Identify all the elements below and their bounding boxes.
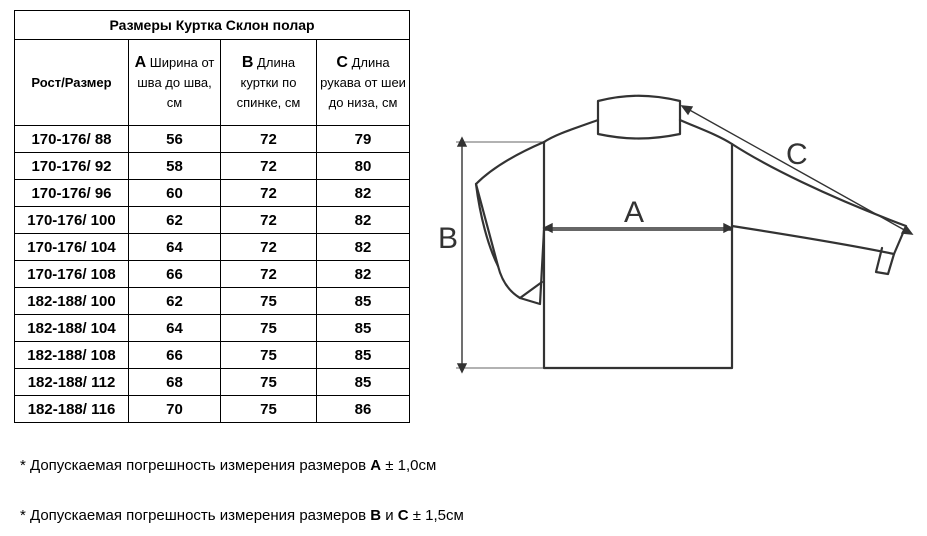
cell-a: 64 [129,234,221,261]
cell-b: 72 [221,153,317,180]
cell-a: 64 [129,315,221,342]
note2-bold-c: С [397,507,409,524]
tolerance-note-a [20,457,436,474]
cell-b: 72 [221,126,317,153]
table-row [15,180,410,207]
cell-c: 85 [317,315,410,342]
cell-a: 58 [129,153,221,180]
note2-suffix: ± 1,5см [408,507,464,524]
table-row [15,369,410,396]
cell-a: 66 [129,342,221,369]
cell-b: 75 [221,369,317,396]
table-row [15,261,410,288]
jacket-diagram [436,86,916,386]
note1-prefix: * Допускаемая погрешность измерения размеров [20,457,371,474]
cell-b: 75 [221,288,317,315]
table-row [15,126,410,153]
cell-c: 82 [317,180,410,207]
cell-a: 56 [129,126,221,153]
cell-c: 85 [317,288,410,315]
cell-a: 66 [129,261,221,288]
cell-c: 82 [317,261,410,288]
header-c-text: Длина рукава от шеи до низа, см [320,54,406,110]
cell-a: 70 [129,396,221,423]
label-a: A [624,196,645,229]
label-b: B [438,222,459,255]
cell-c: 85 [317,369,410,396]
cell-b: 72 [221,207,317,234]
jacket-collar [598,96,680,139]
header-a [129,40,221,126]
cell-size: 182-188/ 100 [15,288,129,315]
cell-size: 182-188/ 108 [15,342,129,369]
table-row [15,153,410,180]
header-c-letter: С [336,53,348,71]
cell-size: 170-176/ 100 [15,207,129,234]
table-row [15,342,410,369]
cell-b: 72 [221,261,317,288]
cell-size: 170-176/ 92 [15,153,129,180]
cell-size: 182-188/ 112 [15,369,129,396]
cell-size: 182-188/ 116 [15,396,129,423]
cell-size: 170-176/ 104 [15,234,129,261]
cell-size: 182-188/ 104 [15,315,129,342]
table-row [15,207,410,234]
header-a-text: Ширина от шва до шва, см [137,54,215,110]
cell-b: 72 [221,234,317,261]
cell-c: 80 [317,153,410,180]
cell-a: 62 [129,288,221,315]
table-row [15,396,410,423]
header-b-text: Длина куртки по спинке, см [236,54,301,110]
table-title: Размеры Куртка Склон полар [15,11,410,40]
note2-prefix: * Допускаемая погрешность измерения размеров [20,507,371,524]
note2-mid: и [381,507,398,524]
cell-c: 82 [317,234,410,261]
table-row [15,288,410,315]
table-row [15,315,410,342]
table-row [15,234,410,261]
tolerance-note-bc [20,507,464,524]
cell-b: 75 [221,315,317,342]
cell-size: 170-176/ 108 [15,261,129,288]
jacket-right-sleeve [732,144,906,254]
cell-c: 86 [317,396,410,423]
cell-size: 170-176/ 88 [15,126,129,153]
label-c: C [786,138,808,171]
header-size: Рост/Размер [15,40,129,126]
jacket-left-sleeve [476,142,544,304]
cell-c: 85 [317,342,410,369]
cell-b: 75 [221,396,317,423]
header-b-letter: В [241,53,254,71]
note2-bold-b: В [370,507,382,524]
table-body [15,126,410,423]
cell-a: 60 [129,180,221,207]
cell-size: 170-176/ 96 [15,180,129,207]
note1-bold: А [370,457,382,474]
cell-b: 75 [221,342,317,369]
header-a-letter: А [134,53,147,71]
cell-b: 72 [221,180,317,207]
size-table [14,10,410,423]
cell-a: 62 [129,207,221,234]
jacket-body [544,120,732,368]
cell-a: 68 [129,369,221,396]
cell-c: 82 [317,207,410,234]
header-c [317,40,410,126]
header-b [221,40,317,126]
cell-c: 79 [317,126,410,153]
note1-suffix: ± 1,0см [381,457,437,474]
